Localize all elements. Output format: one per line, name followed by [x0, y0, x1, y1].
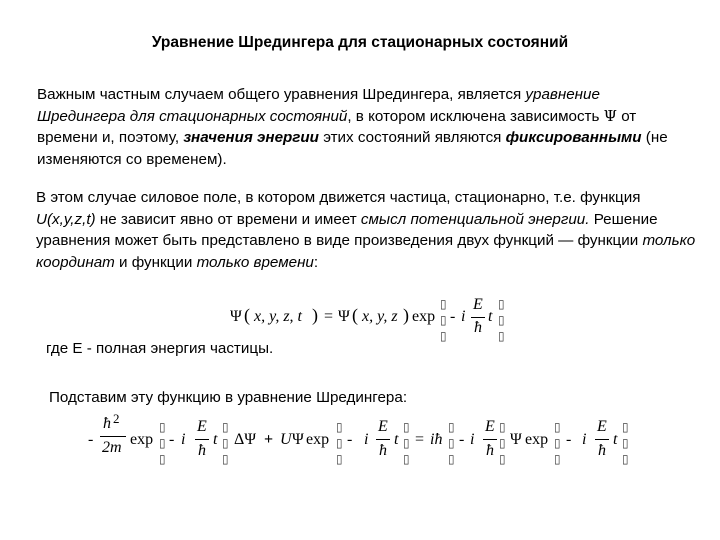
eq2-bracket-glyph: ▯ [159, 452, 166, 466]
eq2-bracket-glyph: ▯ [554, 436, 561, 450]
eq2-frac-line-4 [595, 439, 609, 440]
eq2-bracket-glyph: ▯ [622, 436, 629, 450]
eq2-2m: 2m [102, 439, 122, 456]
eq2-bracket-glyph: ▯ [499, 452, 506, 466]
eq2-frac-line-kinetic [100, 436, 126, 437]
eq1-paren-open-1: ( [244, 305, 250, 325]
eq1-paren-open-2: ( [352, 305, 358, 325]
eq1-bracket-glyph: ▯ [498, 329, 505, 343]
eq2-bracket-glyph: ▯ [448, 420, 455, 434]
eq1-paren-close-2: ) [403, 305, 409, 325]
eq1-psi-right: Ψ [338, 308, 350, 325]
eq2-bracket-glyph: ▯ [448, 452, 455, 466]
eq2-t-4: t [613, 431, 618, 448]
eq2-i-4: i [582, 431, 587, 448]
eq2-bracket-glyph: ▯ [499, 436, 506, 450]
intro-text-1: Важным частным случаем общего уравнения Шредингера, является [37, 86, 522, 103]
eq2-t-1: t [213, 431, 218, 448]
eq2-minus-2: - [347, 431, 353, 448]
eq1-frac-line [471, 317, 485, 318]
expl-term-time: только времени [196, 253, 314, 271]
eq2-exp-1: exp [130, 431, 154, 448]
eq2-bracket-glyph: ▯ [336, 452, 343, 466]
eq2-psi-1: Ψ [292, 431, 304, 448]
eq2-minus-lead: - [88, 431, 94, 448]
eq2-minus-4: - [566, 431, 572, 448]
eq2-frac-hbar-4: ħ [598, 442, 606, 459]
eq2-i-3: i [470, 431, 475, 448]
eq2-bracket-glyph: ▯ [499, 420, 506, 434]
intro-text-2: , в котором исключена зависимость [347, 107, 604, 125]
explanation-paragraph [36, 187, 696, 273]
intro-term-energy: значения энергии [183, 129, 319, 146]
energy-note: где E - полная энергия частицы. [46, 340, 274, 357]
eq1-exp: exp [412, 308, 436, 325]
eq2-bracket-glyph: ▯ [159, 436, 166, 450]
eq2-psi-2: Ψ [510, 431, 522, 448]
eq2-hbar-squared: ħ [103, 415, 111, 432]
eq2-frac-line-3 [483, 439, 497, 440]
eq2-bracket-glyph: ▯ [336, 436, 343, 450]
page-title: Уравнение Шредингера для стационарных состояний [151, 34, 569, 51]
eq2-i-1: i [181, 431, 186, 448]
eq2-bracket-glyph: ▯ [159, 420, 166, 434]
eq2-bracket-glyph: ▯ [222, 420, 229, 434]
eq1-bracket-glyph: ▯ [498, 297, 505, 311]
expl-term-coords: только координат [36, 232, 696, 271]
eq2-frac-hbar-3: ħ [486, 442, 494, 459]
intro-text-3: от времени и, поэтому, [37, 107, 637, 146]
intro-term-fixed: фиксированными [505, 129, 642, 146]
eq1-bracket-glyph: ▯ [440, 313, 447, 327]
intro-paragraph [37, 84, 677, 170]
eq2-bracket-glyph: ▯ [622, 420, 629, 434]
eq2-frac-hbar-1: ħ [198, 442, 206, 459]
eq1-psi-left: Ψ [230, 308, 242, 325]
expl-term-potential: смысл потенциальной энергии. [360, 210, 590, 228]
eq2-frac-line-1 [195, 439, 209, 440]
eq2-bracket-glyph: ▯ [554, 452, 561, 466]
eq1-bracket-glyph: ▯ [440, 329, 447, 343]
eq1-args-xyzt: x, y, z, t [254, 308, 302, 325]
expl-text-4: и функции [114, 253, 197, 271]
expl-text-2: не зависит явно от времени и имеет [95, 210, 361, 228]
eq2-bracket-glyph: ▯ [222, 452, 229, 466]
intro-term-stationary: уравнение Шредингера для стационарных состояний [37, 86, 600, 125]
eq2-bracket-glyph: ▯ [554, 420, 561, 434]
eq2-i-hbar: iħ [430, 431, 443, 448]
intro-text-4: этих состояний являются [318, 129, 506, 146]
eq2-bracket-glyph: ▯ [403, 420, 410, 434]
eq2-bracket-glyph: ▯ [622, 452, 629, 466]
eq2-sup-2: 2 [113, 411, 120, 426]
eq1-t: t [488, 308, 493, 325]
eq2-bracket-glyph: ▯ [336, 420, 343, 434]
eq2-U: U [280, 431, 292, 448]
eq1-frac-E: E [473, 296, 483, 313]
eq2-bracket-glyph: ▯ [403, 436, 410, 450]
intro-text-5: (не изменяются со временем). [37, 129, 668, 168]
eq2-frac-E-1: E [197, 418, 207, 435]
eq2-frac-E-2: E [378, 418, 388, 435]
eq1-i: i [461, 308, 466, 325]
eq1-bracket-glyph: ▯ [498, 313, 505, 327]
expl-function-u: U(x,y,z,t) [36, 210, 96, 228]
eq2-frac-E-4: E [597, 418, 607, 435]
eq2-frac-E-3: E [485, 418, 495, 435]
psi-symbol: Ψ [603, 106, 617, 125]
expl-text-5: : [313, 253, 319, 271]
eq1-args-xyz: x, y, z [362, 308, 398, 325]
eq1-frac-hbar: ħ [474, 319, 482, 336]
eq1-minus: - [450, 308, 456, 325]
eq2-laplacian-psi: ΔΨ [234, 431, 257, 448]
eq2-exp-3: exp [525, 431, 549, 448]
eq2-minus-3: - [459, 431, 465, 448]
eq2-i-2: i [364, 431, 369, 448]
eq1-bracket-glyph: ▯ [440, 297, 447, 311]
eq1-equals: = [324, 308, 334, 325]
eq2-t-2: t [394, 431, 399, 448]
eq2-frac-hbar-2: ħ [379, 442, 387, 459]
eq2-bracket-glyph: ▯ [448, 436, 455, 450]
eq1-paren-close-1: ) [312, 305, 318, 325]
eq2-frac-line-2 [376, 439, 390, 440]
eq2-minus-1: - [169, 431, 175, 448]
eq2-bracket-glyph: ▯ [222, 436, 229, 450]
eq2-bracket-glyph: ▯ [403, 452, 410, 466]
eq2-equals: = [415, 431, 425, 448]
expl-text-1: В этом случае силовое поле, в котором движется частица, стационарно, т.е. функция [36, 189, 641, 206]
substitution-lead: Подставим эту функцию в уравнение Шредингера: [49, 389, 408, 406]
eq2-plus: + [264, 431, 274, 448]
eq2-exp-2: exp [306, 431, 330, 448]
expl-text-3: Решение уравнения может быть представлено в виде произведения двух функций — функции [36, 210, 658, 249]
